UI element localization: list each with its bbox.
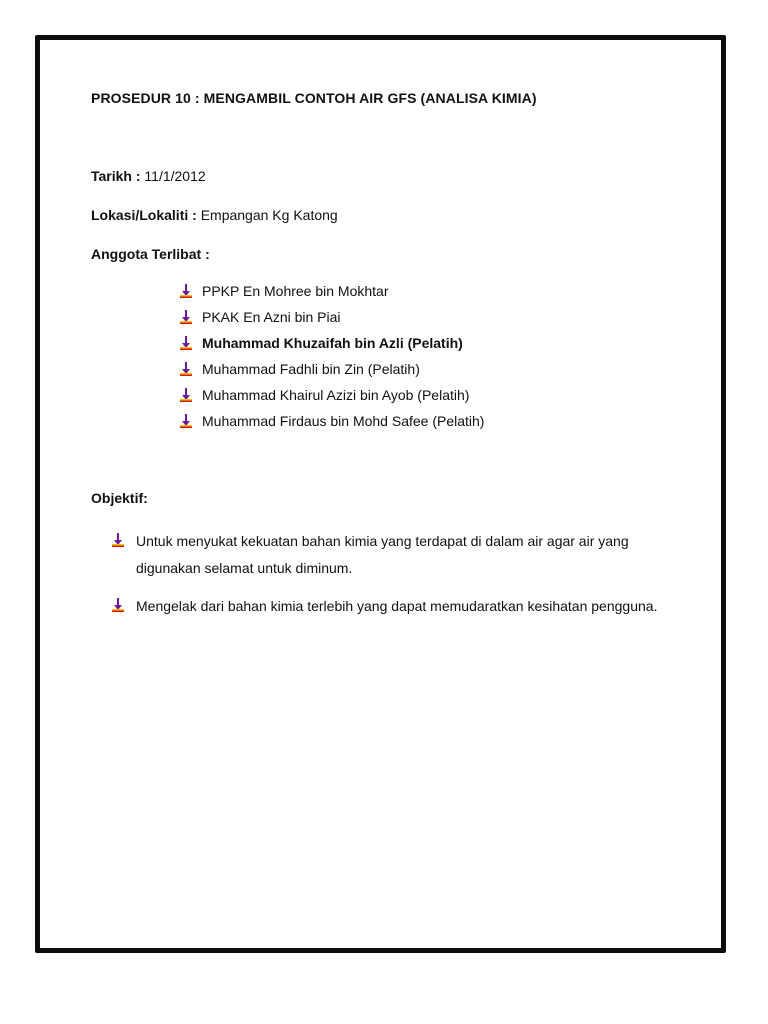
member-name: Muhammad Firdaus bin Mohd Safee (Pelatih)	[202, 413, 485, 429]
members-heading: Anggota Terlibat :	[91, 246, 210, 262]
member-item	[180, 413, 484, 439]
objective-text: Untuk menyukat kekuatan bahan kimia yang terdapat di dalam air agar air yang digunakan selamat untuk diminum.	[136, 533, 629, 576]
member-item	[180, 387, 484, 413]
date-label: Tarikh :	[91, 168, 141, 184]
objective-item	[112, 528, 682, 581]
member-item	[180, 361, 484, 387]
location-value: Empangan Kg Katong	[200, 207, 338, 223]
members-list	[180, 283, 484, 439]
objectives-list	[112, 528, 682, 632]
member-item	[180, 283, 484, 309]
member-name: PPKP En Mohree bin Mokhtar	[202, 283, 389, 299]
arrow-down-bullet-icon	[180, 414, 192, 428]
member-item	[180, 309, 484, 335]
date-value: 11/1/2012	[144, 168, 206, 184]
member-name: Muhammad Khuzaifah bin Azli (Pelatih)	[202, 335, 463, 351]
objectives-heading: Objektif:	[91, 490, 148, 506]
arrow-down-bullet-icon	[180, 284, 192, 298]
arrow-down-bullet-icon	[112, 533, 124, 547]
date-field	[91, 168, 206, 184]
document-title: PROSEDUR 10 : MENGAMBIL CONTOH AIR GFS (ANALISA KIMIA)	[91, 90, 537, 106]
objective-item	[112, 593, 682, 620]
arrow-down-bullet-icon	[112, 598, 124, 612]
member-name: Muhammad Khairul Azizi bin Ayob (Pelatih)	[202, 387, 470, 403]
objective-text: Mengelak dari bahan kimia terlebih yang dapat memudaratkan kesihatan pengguna.	[136, 598, 658, 614]
member-item	[180, 335, 484, 361]
arrow-down-bullet-icon	[180, 388, 192, 402]
member-name: Muhammad Fadhli bin Zin (Pelatih)	[202, 361, 420, 377]
arrow-down-bullet-icon	[180, 310, 192, 324]
location-field	[91, 207, 338, 223]
member-name: PKAK En Azni bin Piai	[202, 309, 341, 325]
arrow-down-bullet-icon	[180, 336, 192, 350]
location-label: Lokasi/Lokaliti :	[91, 207, 197, 223]
arrow-down-bullet-icon	[180, 362, 192, 376]
